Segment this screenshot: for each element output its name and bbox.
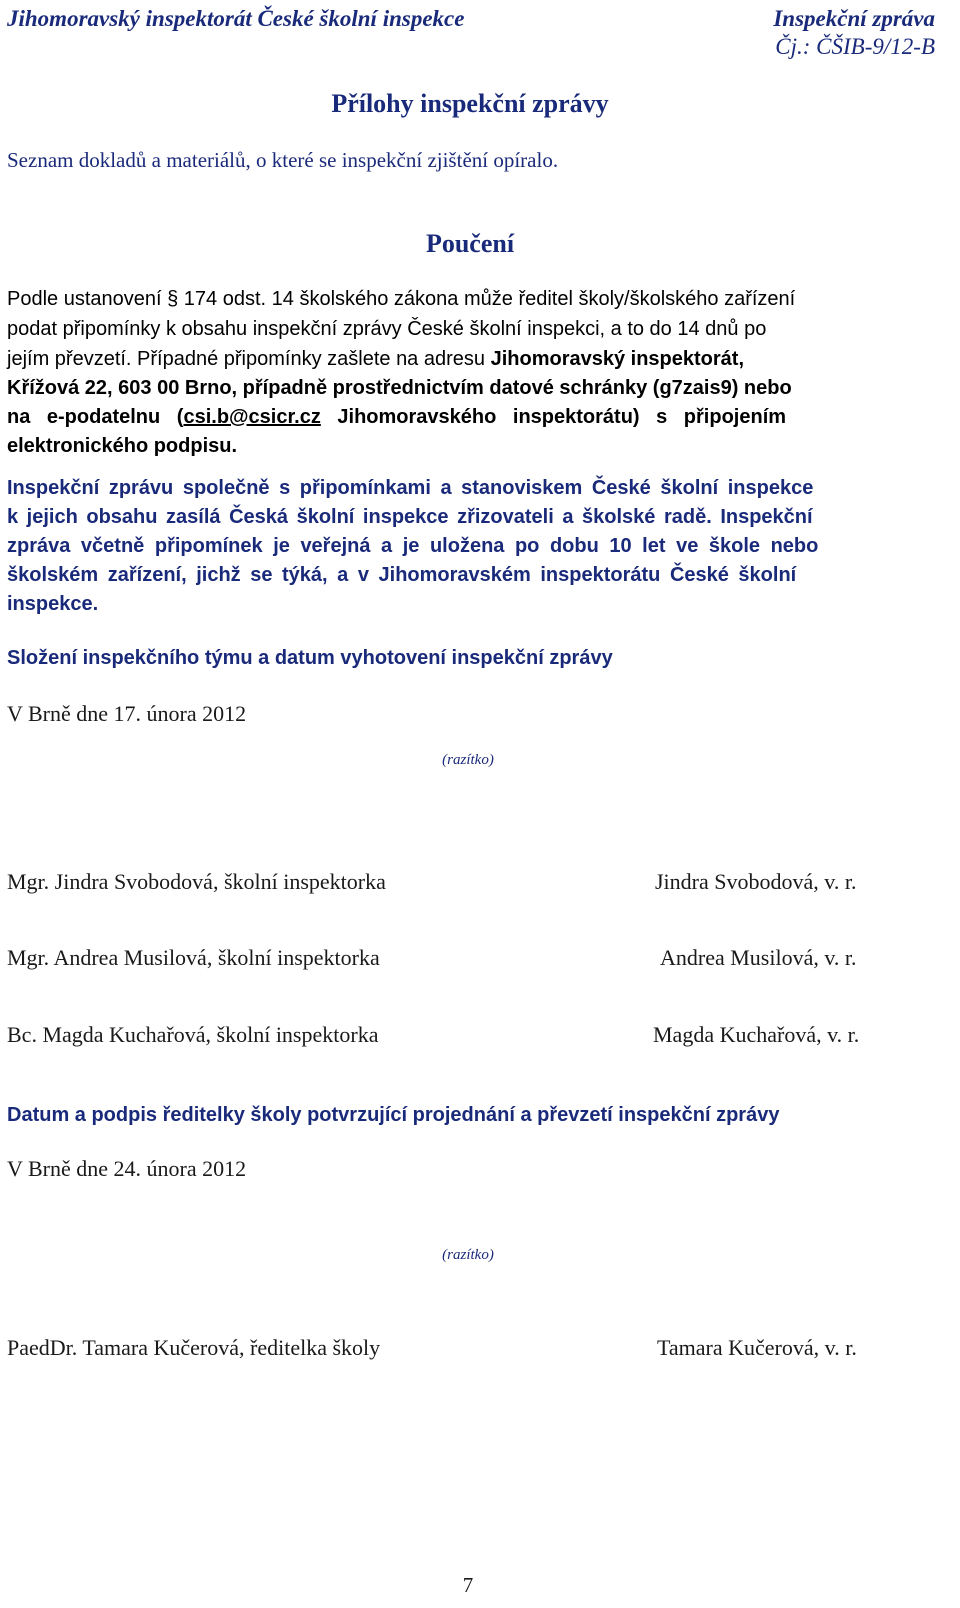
director-stamp: (razítko): [442, 1247, 494, 1263]
team-member-signature: Magda Kuchařová, v. r.: [653, 1022, 860, 1047]
attachments-text: Seznam dokladů a materiálů, o které se inspekční zjištění opíralo.: [7, 148, 559, 172]
advice-line: Křížová 22, 603 00 Brno, případně prostřednictvím datové schránky (g7zais9) nebo: [7, 377, 792, 399]
team-member-name: Mgr. Andrea Musilová, školní inspektorka: [7, 945, 380, 970]
advice-line: školském zařízení, jichž se týká, a v Jihomoravském inspektorátu České školní: [7, 564, 797, 586]
team-date: V Brně dne 17. února 2012: [7, 701, 247, 726]
advice-address: Jihomoravský inspektorát,: [490, 348, 745, 370]
team-member-name: Mgr. Jindra Svobodová, školní inspektorka: [7, 869, 386, 894]
advice-line: Inspekční zprávu společně s připomínkami a stanoviskem České školní inspekce: [7, 477, 814, 499]
team-stamp: (razítko): [442, 752, 494, 768]
director-title: Datum a podpis ředitelky školy potvrzující projednání a převzetí inspekční zprávy: [7, 1104, 780, 1126]
advice-line: [7, 406, 786, 429]
team-member-signature: Andrea Musilová, v. r.: [660, 945, 857, 970]
email-link[interactable]: csi.b@csicr.cz: [183, 406, 321, 428]
team-title: Složení inspekčního týmu a datum vyhotovení inspekční zprávy: [7, 647, 613, 669]
advice-line: Podle ustanovení § 174 odst. 14 školského zákona může ředitel školy/školského zařízení: [7, 288, 796, 310]
director-name: PaedDr. Tamara Kučerová, ředitelka školy: [7, 1335, 381, 1360]
header-organization: Jihomoravský inspektorát České školní inspekce: [7, 6, 465, 31]
attachments-title: Přílohy inspekční zprávy: [331, 89, 609, 118]
advice-text: Jihomoravského inspektorátu) s připojením: [320, 406, 787, 428]
team-member-name: Bc. Magda Kuchařová, školní inspektorka: [7, 1022, 379, 1047]
advice-line: [7, 348, 744, 371]
advice-line: inspekce.: [7, 593, 99, 615]
advice-line: podat připomínky k obsahu inspekční zprávy České školní inspekci, a to do 14 dnů po: [7, 318, 767, 340]
advice-line: zpráva včetně připomínek je veřejná a je uložena po dobu 10 let ve škole nebo: [7, 535, 819, 557]
page-number: 7: [462, 1573, 474, 1597]
advice-line: elektronického podpisu.: [7, 435, 238, 457]
header-reference: Čj.: ČŠIB-9/12-B: [775, 34, 935, 59]
advice-line: k jejich obsahu zasílá Česká školní inspekce zřizovateli a školské radě. Inspekční: [7, 506, 813, 528]
advice-title: Poučení: [425, 229, 515, 258]
director-date: V Brně dne 24. února 2012: [7, 1156, 247, 1181]
team-member-signature: Jindra Svobodová, v. r.: [655, 869, 857, 894]
advice-text: jejím převzetí. Případné připomínky zašlete na adresu: [7, 348, 491, 370]
header-report-title: Inspekční zpráva: [773, 6, 935, 31]
advice-text: na e-podatelnu (: [7, 406, 184, 428]
director-signature: Tamara Kučerová, v. r.: [657, 1335, 857, 1360]
